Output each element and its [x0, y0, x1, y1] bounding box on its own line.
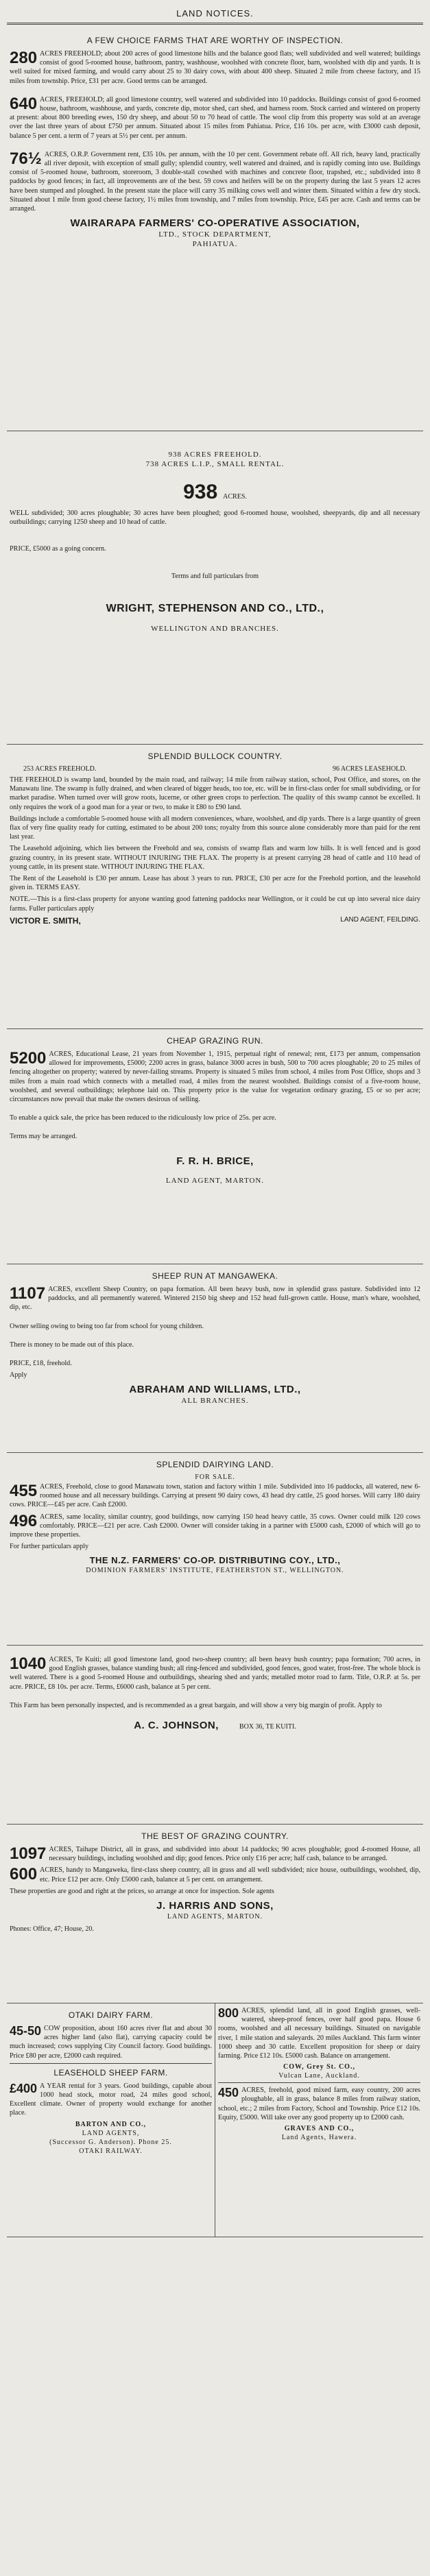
paragraph: These properties are good and right at the prices, so arrange at once for inspection. Sole agents: [10, 1887, 274, 1895]
listing-number: 1040: [10, 1654, 47, 1673]
spacer: [10, 1694, 420, 1701]
ad-sheep-run-mangaweka: [7, 1264, 423, 1453]
body-text: WELL subdivided; 300 acres ploughable; 30 acres have been ploughed; good 6-roomed house, woolshed, sheepyards, dip and all necessary outbuildings; carrying 1250 sheep and 10 head of cattle.: [10, 509, 420, 527]
listing-number: 76½: [10, 149, 42, 168]
headline-line: 738 ACRES L.I.P., SMALL RENTAL.: [145, 460, 285, 468]
ad-choice-farms: [7, 29, 423, 431]
listing-number: 600: [10, 1865, 38, 1884]
listing-number: 45-50: [10, 2024, 42, 2038]
listing-text: ACRES, FREEHOLD; all good limestone country, well watered and subdivided into 10 paddocks. Buildings consist of good 6-roomed house, bathroom, washhouse, and yards, concrete dip, motor shed, cart shed, and harness room. Stock carried and wintered on property at present: about 800 breeding ewes, 150 dry sheep, and about 50 to 70 head of cattle. The wool clip from this property was sold at an average over the last three years of about £750 per annum. Situated about 15 miles from Pahiatua. Price, £16 10s. per acre, with £3000 cash deposit, balance 5 per cent. a term of 7 years at 5½ per cent. per annum.: [10, 95, 420, 140]
firm-department: LTD., STOCK DEPARTMENT,: [158, 230, 272, 239]
paragraph: The Rent of the Leasehold is £30 per annum. Lease has about 3 years to run. PRICE, £30 per acre for the Freehold portion, and the leasehold given in. TERMS EASY.: [10, 875, 420, 892]
agent-name: COW, Grey St. CO.,: [283, 2063, 355, 2071]
listing: [10, 1845, 420, 1863]
listing: [10, 1655, 420, 1692]
apply-text: Apply: [10, 1371, 27, 1380]
spacer: [10, 529, 420, 544]
listing-text: ACRES, Te Kuiti; all good limestone land, good two-sheep country; all been heavy bush country; papa formation; 700 acres, in good English grasses, balance standing bush; all ring-fenced and subdivided, good fences, good water, frost-free. The whole block is well watered. There is a good 5-roomed House and outbuildings, shearing shed and yards; metalled motor road to farm. Title, O.R.P. at 5s. per acre. PRICE, £8 10s. per acre. Terms, £6000 cash, balance at 5 per cent.: [10, 1656, 420, 1691]
divider: [7, 23, 423, 25]
agent-line: (Successor G. Anderson). Phone 25.: [49, 2138, 172, 2146]
agent-line: Vulcan Lane, Auckland.: [278, 2072, 360, 2080]
firm-name: F. R. H. BRICE,: [176, 1155, 254, 1167]
phones: Phones: Office, 47; House, 20.: [10, 1925, 94, 1934]
listing-number: 640: [10, 94, 38, 113]
firm-branches: ALL BRANCHES.: [181, 1397, 249, 1406]
spacer: [10, 1713, 420, 1720]
agent-name: VICTOR E. SMITH,: [10, 915, 81, 926]
leasehold-acreage: 96 ACRES LEASEHOLD.: [332, 765, 407, 773]
agent-name: A. C. JOHNSON,: [134, 1720, 219, 1732]
listing: [218, 2006, 420, 2060]
ad-title: A FEW CHOICE FARMS THAT ARE WORTHY OF INSPECTION.: [86, 36, 344, 45]
firm-name: THE N.Z. FARMERS' CO-OP. DISTRIBUTING COY., LTD.,: [89, 1555, 341, 1566]
agent-address: BOX 36, TE KUITI.: [239, 1723, 296, 1731]
paragraph: There is money to be made out of this place.: [10, 1340, 134, 1349]
listing-number: 1107: [10, 1284, 46, 1303]
paragraph: The Leasehold adjoining, which lies between the Freehold and sea, consists of swamp flats and warm low hills. It is well fenced and is good grazing country, in its present state. WITHOUT INJURING THE FLAX. The property is at present carrying 28 head of cattle and 110 head of young cattle, in its present state. WITHOUT INJURING THE FLAX.: [10, 845, 420, 871]
listing-text: COW proposition, about 160 acres river flat and about 30 acres higher land (also flat), carrying capacity could be much increased; cows supplying City Council factory. Good buildings. Price £80 per acre, £2000 cash required.: [10, 2025, 212, 2060]
ad-te-kuiti: [7, 1646, 423, 1825]
listing-number: 455: [10, 1482, 38, 1500]
divider: [218, 2082, 420, 2083]
spacer: [10, 143, 420, 150]
listing: [10, 49, 420, 86]
ad-otaki: [7, 2003, 215, 2237]
acreage-heading: [10, 481, 420, 503]
listing-number: 496: [10, 1511, 38, 1530]
paragraph: Terms may be arranged.: [10, 1133, 77, 1141]
spacer: [10, 583, 420, 599]
listing-text: A YEAR rental for 3 years. Good buildings, capable about 1000 head stock, motor road, 24 miles good school, Excellent climate. Owner of property would exchange for another place.: [10, 2082, 212, 2117]
listing-text: ACRES, handy to Mangaweka, first-class sheep country, all in grass and all well subdivided; nice house, outbuildings, woolshed, dip, etc. Price £12 per acre. Only £5000 cash, balance at 5 per cent. on arrangement.: [40, 1866, 420, 1883]
firm-name: WRIGHT, STEPHENSON AND CO., LTD.,: [106, 602, 324, 614]
spacer: [10, 1168, 420, 1175]
ad-title: CHEAP GRAZING RUN.: [167, 1036, 263, 1046]
listing-text: ACRES, O.R.P. Government rent, £35 10s. per annum, with the 10 per cent. Government rebate off. All rich, heavy land, practically all river deposit, with exception of small gully; splendid country, well watered and drained, and is rapidly coming into use. Buildings consist of 5-roomed house, bathroom, storeroom, 3 double-stall cowshed with machines and concrete floor, trapshed, etc.; subdivided into 8 paddocks by good fences; in fact, all improvements are of the best. 59 cows and heifers will be on the property during the last 5 years 12 acres have been stumped and ploughed. In the present state the place will carry 35 milking cows well and winter them. Situated within a few dry stock. Situated about 1 mile from good cheese factory, 1½ miles from township, and 7 miles from township. Price, £45 per acre. Cash and terms can be arranged.: [10, 150, 420, 213]
firm-location: LAND AGENTS, MARTON.: [167, 1913, 263, 1921]
listing: [10, 2024, 212, 2060]
agent-line: LAND AGENTS,: [82, 2129, 140, 2137]
ad-dairying-land: [7, 1453, 423, 1646]
listing: [10, 95, 420, 141]
ad-title: OTAKI DAIRY FARM.: [68, 2010, 154, 2020]
terms-text: Terms and full particulars from: [171, 572, 259, 580]
headline-line: 938 ACRES FREEHOLD.: [168, 450, 262, 459]
newspaper-page: [7, 5, 423, 2565]
listing-number: 280: [10, 49, 38, 67]
spacer: [10, 88, 420, 95]
signature-row: [10, 916, 420, 926]
ad-title: THE BEST OF GRAZING COUNTRY.: [141, 1831, 289, 1841]
price-text: PRICE, £5000 as a going concern.: [10, 545, 106, 553]
paragraph: THE FREEHOLD is swamp land, bounded by the main road, and railway; 14 mile from railway station, school, Post Office, and stores, on the Manawatu line. The swamp is fully drained, and when cleared of bigger heads, too toe, etc. will be in first-class order for small subdividing, or for market paradise. When turned over will grow roots, lucerne, or other green crops to perfection. The quality of this swamp cannot be excelled. It only requires the work of a good man for a year or two, to make it £80 to £90 land.: [10, 776, 420, 811]
listing-text: ACRES, Educational Lease, 21 years from November 1, 1915, perpetual right of renewal; rent, £173 per annum, compensation allowed for improvements, £5000; 2200 acres in grass, balance 3000 acres in bush, 500 to 700 acres ploughable; 20 to 25 miles of fencing altogether on property; watered by never-failing streams. Property is situated 5 miles from school, 4 miles from Post Office, shops and 3 miles from a main road which connects with a metalled road, 4 miles from the nearest woolshed. Buildings consist of a five-room house, woolshed, and several outbuildings; telephone laid on. This property price is the value for vegetation ordinary grazing, £5 or so per acre; circumstances now prevail that make the owners desirous of selling.: [10, 1050, 420, 1104]
listing: [10, 1482, 420, 1510]
firm-name: J. HARRIS AND SONS,: [156, 1900, 274, 1912]
paragraph: Owner selling owing to being too far from school for young children.: [10, 1322, 204, 1330]
spacer: [10, 1107, 420, 1114]
firm-name: ABRAHAM AND WILLIAMS, LTD.,: [129, 1384, 301, 1396]
divider: [10, 2063, 212, 2064]
firm-location: LAND AGENT, MARTON.: [165, 1176, 265, 1185]
listing-text: ACRES, same locality, similar country, good buildings, now carrying 150 head heavy cattle, 35 cows. Owner could milk 120 cows comfortably. PRICE—£21 per acre. Cash £2000. Owner will consider taking in a partner with £5000 cash, £2000 of which will go to improve these properties.: [10, 1513, 420, 1539]
listing-number: 1097: [10, 1844, 47, 1863]
listing-number: 5200: [10, 1049, 47, 1068]
paragraph: This Farm has been personally inspected, and is recommended as a great bargain, and will show a very big margin of profit. Apply to: [10, 1701, 382, 1709]
listing: [10, 1513, 420, 1540]
spacer: [10, 1352, 420, 1359]
acreage-number: 938: [183, 481, 218, 503]
ad-title: SPLENDID DAIRYING LAND.: [156, 1460, 274, 1469]
listing-number: 450: [218, 2086, 239, 2100]
listing: [10, 1050, 420, 1104]
agent-line: Land Agents, Hawera.: [281, 2134, 357, 2142]
price-text: PRICE, £18, freehold.: [10, 1360, 72, 1368]
ad-bullock-country: [7, 745, 423, 1029]
acreage-subtitles: [23, 765, 407, 773]
listing-text: ACRES, excellent Sheep Country, on papa formation. All been heavy bush, now in splendid grass pasture. Subdivided into 12 paddocks, and all permanently watered. Wintered 2150 big sheep and 152 head full-grown cattle. House, man's whare, woolshed, dip, etc.: [10, 1286, 420, 1312]
ad-938-acres: [7, 431, 423, 745]
firm-address: DOMINION FARMERS' INSTITUTE, FEATHERSTON ST., WELLINGTON.: [86, 1567, 344, 1575]
spacer: [10, 1315, 420, 1322]
bottom-columns: [7, 2003, 423, 2237]
ad-title: SHEEP RUN AT MANGAWEKA.: [152, 1271, 278, 1281]
listing-text: ACRES FREEHOLD; about 200 acres of good limestone hills and the balance good flats; well subdivided and well watered; buildings consist of good 5-roomed house, bathroom, pantry, washhouse, woolshed with concrete floor, barn, woolshed with dip and yards. It is well suited for mixed farming, and would carry about 25 to 30 dairy cows, with about 400 sheep. Situated 2 mile from cheese factory, and 15 miles from township. Price, £31 per acre. Good terms can be arranged.: [10, 50, 420, 85]
apply-text: For further particulars apply: [10, 1543, 89, 1551]
spacer: [10, 1334, 420, 1340]
agent-line: OTAKI RAILWAY.: [79, 2147, 143, 2155]
ad-cheap-grazing-run: [7, 1029, 423, 1264]
firm-branches: WELLINGTON AND BRANCHES.: [151, 624, 279, 633]
acreage-label: ACRES.: [223, 493, 247, 501]
paragraph: To enable a quick sale, the price has been reduced to the ridiculously low price of 25s. per acre.: [10, 1114, 276, 1122]
agent-name: GRAVES AND CO.,: [284, 2125, 355, 2133]
listing: [10, 150, 420, 213]
paragraph: NOTE.—This is a first-class property for anyone wanting good fattening paddocks near Wellington, or it could be cut up into several nice dairy farms. Fuller particulars apply: [10, 895, 420, 913]
spacer: [10, 1144, 420, 1151]
listing-text: ACRES, freehold, good mixed farm, easy country, 200 acres ploughable, all in grass, balance 8 miles from railway station, school, etc.; 2 miles from Factory, School and Township. Price £12 10s. Equity, £5000. Will take over any good property up to £2000 cash.: [218, 2086, 420, 2121]
spacer: [10, 557, 420, 572]
spacer: [10, 616, 420, 623]
agent-location: LAND AGENT, FEILDING.: [340, 915, 420, 924]
firm-name: WAIRARAPA FARMERS' CO-OPERATIVE ASSOCIATION,: [70, 217, 360, 230]
listing-number: £400: [10, 2081, 38, 2095]
listing: [10, 1285, 420, 1312]
listing: [218, 2086, 420, 2122]
listing-text: ACRES, Taihape District, all in grass, and subdivided into about 14 paddocks; 90 acres ploughable; good 4-roomed House, all necessary buildings, including woolshed and dip; good fences. Price only £16 per acre; half cash, balance to be arranged.: [49, 1846, 420, 1863]
paragraph: Buildings include a comfortable 5-roomed house with all modern conveniences, whare, woolshed, and dip yards. There is a large quantity of green flax of very fine quality ready for cutting, estimated to be about 200 tons; royalty from this source alone considerably more than paid for the rent last year.: [10, 815, 420, 841]
listing: [10, 2082, 212, 2118]
freehold-acreage: 253 ACRES FREEHOLD.: [23, 765, 97, 773]
agent-row: [10, 1720, 420, 1731]
firm-place: PAHIATUA.: [192, 240, 238, 249]
ad-title: LEASEHOLD SHEEP FARM.: [53, 2067, 168, 2078]
spacer: [10, 1648, 420, 1655]
ad-title: SPLENDID BULLOCK COUNTRY.: [147, 751, 283, 761]
spacer: [10, 1125, 420, 1132]
listing-number: 800: [218, 2006, 239, 2020]
listing: [10, 1866, 420, 1883]
ad-auckland-hawera: [215, 2003, 423, 2237]
agent-name: BARTON AND CO.,: [75, 2120, 147, 2128]
ad-best-grazing: [7, 1825, 423, 2003]
section-header: LAND NOTICES.: [176, 8, 254, 19]
ad-subtitle: FOR SALE.: [195, 1473, 235, 1481]
listing-text: ACRES, splendid land, all in good English grasses, well-watered, sheep-proof fences, over half good papa. House 6 rooms, woolshed and all necessary buildings. Situated on navigable river, 1 mile station and saleyards. 20 miles Auckland. This farm winter 1000 sheep and 30 cattle. Excellent proposition for sheep or dairy farming. Price £12 10s. £5000 cash. Balance on arrangement.: [218, 2007, 420, 2060]
spacer: [10, 434, 420, 449]
listing-text: ACRES, Freehold, close to good Manawatu town, station and factory within 1 mile. Subdivided into 16 paddocks, all watered, new 6-roomed house and all necessary buildings. Carrying at present 90 dairy cows, 43 head dry cattle, 25 good horses. Will carry 180 dairy cows. PRICE—£45 per acre. Cash £2000.: [10, 1483, 420, 1509]
